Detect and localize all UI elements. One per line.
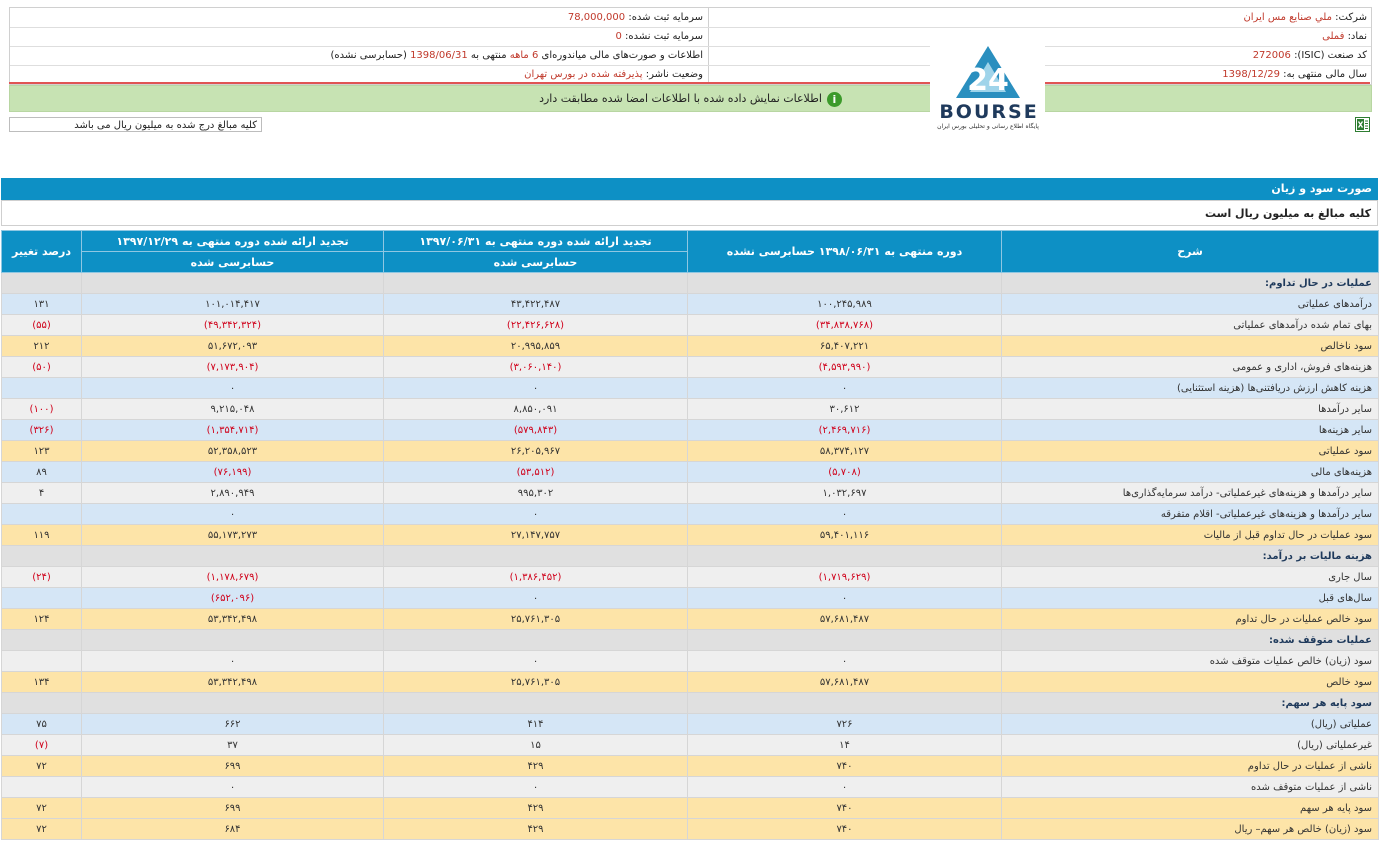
- value-1397-06: ۰: [384, 777, 688, 798]
- table-row: [2, 462, 1379, 483]
- percent-change: ۲۱۲: [2, 336, 82, 357]
- value-1397-06: ۱۵: [384, 735, 688, 756]
- report-desc-prefix: اطلاعات و صورت‌های مالی میاندوره‌ای: [541, 50, 703, 61]
- header-period-139712: تجدید ارائه شده دوره منتهی به ۱۳۹۷/۱۲/۲۹: [82, 231, 384, 252]
- percent-change: (۲۴): [2, 567, 82, 588]
- value-1397-06: (۵۷۹,۸۴۳): [384, 420, 688, 441]
- value-1397-12: ۶۹۹: [82, 756, 384, 777]
- value-1397-06: ۲۵,۷۶۱,۳۰۵: [384, 672, 688, 693]
- value-1398-06: ۷۴۰: [688, 798, 1002, 819]
- table-row: [2, 777, 1379, 798]
- table-row: [2, 651, 1379, 672]
- value-1397-12: ۵۵,۱۷۳,۲۷۳: [82, 525, 384, 546]
- value-1397-12: ۲,۸۹۰,۹۴۹: [82, 483, 384, 504]
- value-1397-12: ۹,۲۱۵,۰۴۸: [82, 399, 384, 420]
- section-header-row: [2, 273, 1379, 294]
- company-label: شرکت:: [1335, 12, 1367, 23]
- value-1398-06: ۷۴۰: [688, 756, 1002, 777]
- row-description: سال‌های قبل: [1002, 588, 1379, 609]
- percent-change: (۱۰۰): [2, 399, 82, 420]
- row-description: هزینه‌های فروش، اداری و عمومی: [1002, 357, 1379, 378]
- row-description: سایر درآمدها: [1002, 399, 1379, 420]
- header-audited-139712: حسابرسی شده: [82, 252, 384, 273]
- value-1397-06: ۲۷,۱۴۷,۷۵۷: [384, 525, 688, 546]
- value-1398-06: ۱,۰۳۲,۶۹۷: [688, 483, 1002, 504]
- unit-note-box: کلیه مبالغ درج شده به میلیون ریال می باشد: [9, 117, 262, 132]
- percent-change: [2, 378, 82, 399]
- registered-capital-value: 78,000,000: [567, 12, 626, 23]
- value-1397-12: (۱,۱۷۸,۶۷۹): [82, 567, 384, 588]
- value-1397-12: [82, 273, 384, 294]
- fiscal-year-label: سال مالی منتهی به:: [1283, 69, 1367, 80]
- company-info-panel: [9, 7, 1372, 85]
- row-description: عملیات در حال تداوم:: [1002, 273, 1379, 294]
- row-description: سایر درآمدها و هزینه‌های غیرعملیاتی- درآمد سرمایه‌گذاری‌ها: [1002, 483, 1379, 504]
- info-icon: i: [827, 92, 842, 107]
- table-row: [2, 756, 1379, 777]
- percent-change: ۷۲: [2, 798, 82, 819]
- row-description: سود پایه هر سهم:: [1002, 693, 1379, 714]
- value-1397-06: ۲۰,۹۹۵,۸۵۹: [384, 336, 688, 357]
- value-1397-12: ۵۲,۳۵۸,۵۲۳: [82, 441, 384, 462]
- value-1398-06: ۵۷,۶۸۱,۴۸۷: [688, 609, 1002, 630]
- income-statement-body: [2, 273, 1379, 840]
- value-1397-12: ۰: [82, 777, 384, 798]
- percent-change: [2, 630, 82, 651]
- registered-capital-label: سرمایه ثبت شده:: [628, 12, 703, 23]
- value-1397-12: ۵۳,۳۴۲,۴۹۸: [82, 609, 384, 630]
- value-1398-06: ۰: [688, 378, 1002, 399]
- percent-change: [2, 546, 82, 567]
- row-description: سود ناخالص: [1002, 336, 1379, 357]
- value-1397-12: ۵۳,۳۴۲,۴۹۸: [82, 672, 384, 693]
- row-description: ناشی از عملیات متوقف شده: [1002, 777, 1379, 798]
- table-row: [2, 399, 1379, 420]
- header-period-1398: دوره منتهی به ۱۳۹۸/۰۶/۳۱ حسابرسی نشده: [688, 231, 1002, 273]
- row-description: سود (زیان) خالص هر سهم– ریال: [1002, 819, 1379, 840]
- value-1398-06: (۱,۷۱۹,۶۲۹): [688, 567, 1002, 588]
- value-1397-06: ۲۶,۲۰۵,۹۶۷: [384, 441, 688, 462]
- registered-capital-cell: [13, 8, 703, 27]
- value-1397-06: ۰: [384, 588, 688, 609]
- logo-tagline: پایگاه اطلاع رسانی و تحلیلی بورس ایران: [937, 123, 1039, 130]
- value-1398-06: ۷۴۰: [688, 819, 1002, 840]
- value-1397-06: ۴۱۴: [384, 714, 688, 735]
- unregistered-capital-label: سرمایه ثبت نشده:: [625, 31, 703, 42]
- excel-export-icon[interactable]: [1355, 117, 1370, 132]
- row-description: ناشی از عملیات در حال تداوم: [1002, 756, 1379, 777]
- value-1397-06: [384, 630, 688, 651]
- section-header-row: [2, 630, 1379, 651]
- row-description: سود (زیان) خالص عملیات متوقف شده: [1002, 651, 1379, 672]
- value-1398-06: ۵۹,۴۰۱,۱۱۶: [688, 525, 1002, 546]
- header-percent-change: درصد تغییر: [2, 231, 82, 273]
- table-row: [2, 819, 1379, 840]
- value-1397-12: (۱,۳۵۴,۷۱۴): [82, 420, 384, 441]
- value-1398-06: ۵۸,۳۷۴,۱۲۷: [688, 441, 1002, 462]
- value-1398-06: [688, 546, 1002, 567]
- row-description: سود خالص عملیات در حال تداوم: [1002, 609, 1379, 630]
- company-value[interactable]: ملي صنايع مس ايران: [1243, 12, 1332, 23]
- verification-notice: [9, 85, 1372, 112]
- income-statement-table: [1, 230, 1379, 840]
- percent-change: ۷۲: [2, 819, 82, 840]
- publisher-status-value: پذیرفته شده در بورس تهران: [524, 69, 643, 80]
- table-row: [2, 315, 1379, 336]
- value-1397-06: ۴۲۹: [384, 798, 688, 819]
- value-1397-12: ۶۶۲: [82, 714, 384, 735]
- value-1397-06: ۰: [384, 651, 688, 672]
- value-1397-06: [384, 693, 688, 714]
- statement-title: صورت سود و زیان: [1, 178, 1378, 200]
- value-1398-06: ۷۲۶: [688, 714, 1002, 735]
- value-1397-06: ۰: [384, 378, 688, 399]
- value-1397-12: [82, 546, 384, 567]
- row-description: بهای تمام شده درآمدهای عملیاتی: [1002, 315, 1379, 336]
- value-1398-06: (۴,۵۹۳,۹۹۰): [688, 357, 1002, 378]
- section-header-row: [2, 693, 1379, 714]
- value-1398-06: ۰: [688, 504, 1002, 525]
- row-description: هزینه کاهش ارزش دریافتنی‌ها (هزینه استثنایی): [1002, 378, 1379, 399]
- row-description: سایر هزینه‌ها: [1002, 420, 1379, 441]
- value-1397-12: (۴۹,۳۴۲,۳۲۴): [82, 315, 384, 336]
- table-row: [2, 672, 1379, 693]
- report-desc-suffix: (حسابرسی نشده): [330, 50, 407, 61]
- value-1398-06: ۵۷,۶۸۱,۴۸۷: [688, 672, 1002, 693]
- percent-change: (۵۰): [2, 357, 82, 378]
- value-1398-06: (۲,۴۶۹,۷۱۶): [688, 420, 1002, 441]
- row-description: سایر درآمدها و هزینه‌های غیرعملیاتی- اقلام متفرقه: [1002, 504, 1379, 525]
- value-1397-12: ۰: [82, 378, 384, 399]
- company-cell: [707, 8, 1367, 27]
- percent-change: [2, 273, 82, 294]
- value-1398-06: ۱۴: [688, 735, 1002, 756]
- table-row: [2, 609, 1379, 630]
- row-description: هزینه مالیات بر درآمد:: [1002, 546, 1379, 567]
- symbol-value[interactable]: فملی: [1322, 31, 1345, 42]
- table-row: [2, 525, 1379, 546]
- percent-change: (۷): [2, 735, 82, 756]
- value-1398-06: (۵,۷۰۸): [688, 462, 1002, 483]
- logo-number: 24: [967, 63, 1009, 98]
- symbol-label: نماد:: [1347, 31, 1367, 42]
- percent-change: ۱۱۹: [2, 525, 82, 546]
- table-row: [2, 504, 1379, 525]
- value-1397-12: ۰: [82, 504, 384, 525]
- percent-change: ۴: [2, 483, 82, 504]
- value-1397-12: ۳۷: [82, 735, 384, 756]
- value-1398-06: ۰: [688, 588, 1002, 609]
- value-1397-06: (۱,۳۸۶,۴۵۲): [384, 567, 688, 588]
- row-description: درآمدهای عملیاتی: [1002, 294, 1379, 315]
- percent-change: ۷۵: [2, 714, 82, 735]
- value-1397-06: (۳,۰۶۰,۱۴۰): [384, 357, 688, 378]
- table-row: [2, 483, 1379, 504]
- row-description: سال جاری: [1002, 567, 1379, 588]
- percent-change: (۳۲۶): [2, 420, 82, 441]
- percent-change: [2, 693, 82, 714]
- percent-change: [2, 588, 82, 609]
- unregistered-capital-cell: [13, 27, 703, 46]
- table-row: [2, 714, 1379, 735]
- table-row: [2, 420, 1379, 441]
- value-1398-06: (۳۴,۸۳۸,۷۶۸): [688, 315, 1002, 336]
- publisher-status-label: وضعیت ناشر:: [645, 69, 703, 80]
- logo-wordmark: BOURSE: [939, 101, 1039, 123]
- value-1397-12: ۰: [82, 651, 384, 672]
- value-1397-06: ۲۵,۷۶۱,۳۰۵: [384, 609, 688, 630]
- report-period: 6 ماهه: [509, 50, 539, 61]
- percent-change: ۷۲: [2, 756, 82, 777]
- value-1397-06: (۵۳,۵۱۲): [384, 462, 688, 483]
- table-row: [2, 735, 1379, 756]
- bourse24-logo: [930, 28, 1045, 138]
- info-row-1: [10, 8, 1371, 28]
- value-1397-12: [82, 693, 384, 714]
- table-row: [2, 588, 1379, 609]
- report-description-cell: [13, 46, 703, 65]
- fiscal-year-value: 1398/12/29: [1222, 69, 1280, 80]
- value-1397-12: (۶۵۲,۰۹۶): [82, 588, 384, 609]
- row-description: غیرعملیاتی (ریال): [1002, 735, 1379, 756]
- bourse24-logo-mark: [930, 28, 1045, 103]
- value-1397-06: ۴۳,۴۲۲,۴۸۷: [384, 294, 688, 315]
- row-description: عملیات متوقف شده:: [1002, 630, 1379, 651]
- header-description: شرح: [1002, 231, 1379, 273]
- value-1397-12: ۵۱,۶۷۲,۰۹۳: [82, 336, 384, 357]
- table-row: [2, 441, 1379, 462]
- percent-change: (۵۵): [2, 315, 82, 336]
- value-1398-06: ۰: [688, 651, 1002, 672]
- info-row-3: [10, 46, 1371, 66]
- report-desc-middle: منتهی به: [470, 50, 507, 61]
- unregistered-capital-value: 0: [615, 31, 622, 42]
- value-1397-12: [82, 630, 384, 651]
- percent-change: ۱۳۴: [2, 672, 82, 693]
- table-row: [2, 336, 1379, 357]
- value-1398-06: ۱۰۰,۲۴۵,۹۸۹: [688, 294, 1002, 315]
- header-period-139706: تجدید ارائه شده دوره منتهی به ۱۳۹۷/۰۶/۳۱: [384, 231, 688, 252]
- info-row-2: [10, 27, 1371, 47]
- value-1397-12: ۶۹۹: [82, 798, 384, 819]
- value-1397-06: ۹۹۵,۳۰۲: [384, 483, 688, 504]
- value-1397-06: [384, 273, 688, 294]
- isic-value: 272006: [1252, 50, 1291, 61]
- value-1397-06: ۸,۸۵۰,۰۹۱: [384, 399, 688, 420]
- percent-change: ۱۳۱: [2, 294, 82, 315]
- info-separator-line: [9, 82, 1370, 84]
- table-row: [2, 294, 1379, 315]
- row-description: سود عملیات در حال تداوم قبل از مالیات: [1002, 525, 1379, 546]
- value-1397-06: ۴۲۹: [384, 819, 688, 840]
- report-date: 1398/06/31: [410, 50, 468, 61]
- header-audited-139706: حسابرسی شده: [384, 252, 688, 273]
- table-row: [2, 567, 1379, 588]
- value-1397-12: ۱۰۱,۰۱۴,۴۱۷: [82, 294, 384, 315]
- table-row: [2, 357, 1379, 378]
- value-1398-06: ۶۵,۴۰۷,۲۲۱: [688, 336, 1002, 357]
- value-1397-12: (۷۶,۱۹۹): [82, 462, 384, 483]
- value-1397-06: ۰: [384, 504, 688, 525]
- percent-change: [2, 651, 82, 672]
- value-1397-12: (۷,۱۷۳,۹۰۴): [82, 357, 384, 378]
- value-1398-06: ۰: [688, 777, 1002, 798]
- value-1397-06: [384, 546, 688, 567]
- percent-change: ۸۹: [2, 462, 82, 483]
- row-description: سود خالص: [1002, 672, 1379, 693]
- percent-change: ۱۲۳: [2, 441, 82, 462]
- value-1397-12: ۶۸۴: [82, 819, 384, 840]
- isic-label: کد صنعت (ISIC):: [1294, 50, 1367, 61]
- row-description: سود عملیاتی: [1002, 441, 1379, 462]
- notice-text: اطلاعات نمایش داده شده با اطلاعات امضا شده مطابقت دارد: [539, 92, 822, 105]
- percent-change: ۱۲۴: [2, 609, 82, 630]
- value-1398-06: ۳۰,۶۱۲: [688, 399, 1002, 420]
- row-description: سود پایه هر سهم: [1002, 798, 1379, 819]
- table-row: [2, 798, 1379, 819]
- value-1398-06: [688, 693, 1002, 714]
- table-row: [2, 378, 1379, 399]
- value-1397-06: ۴۲۹: [384, 756, 688, 777]
- percent-change: [2, 777, 82, 798]
- value-1398-06: [688, 273, 1002, 294]
- value-1397-06: (۲۲,۴۲۶,۶۲۸): [384, 315, 688, 336]
- percent-change: [2, 504, 82, 525]
- section-header-row: [2, 546, 1379, 567]
- statement-subtitle: کلیه مبالغ به میلیون ریال است: [1, 200, 1378, 226]
- row-description: عملیاتی (ریال): [1002, 714, 1379, 735]
- row-description: هزینه‌های مالی: [1002, 462, 1379, 483]
- value-1398-06: [688, 630, 1002, 651]
